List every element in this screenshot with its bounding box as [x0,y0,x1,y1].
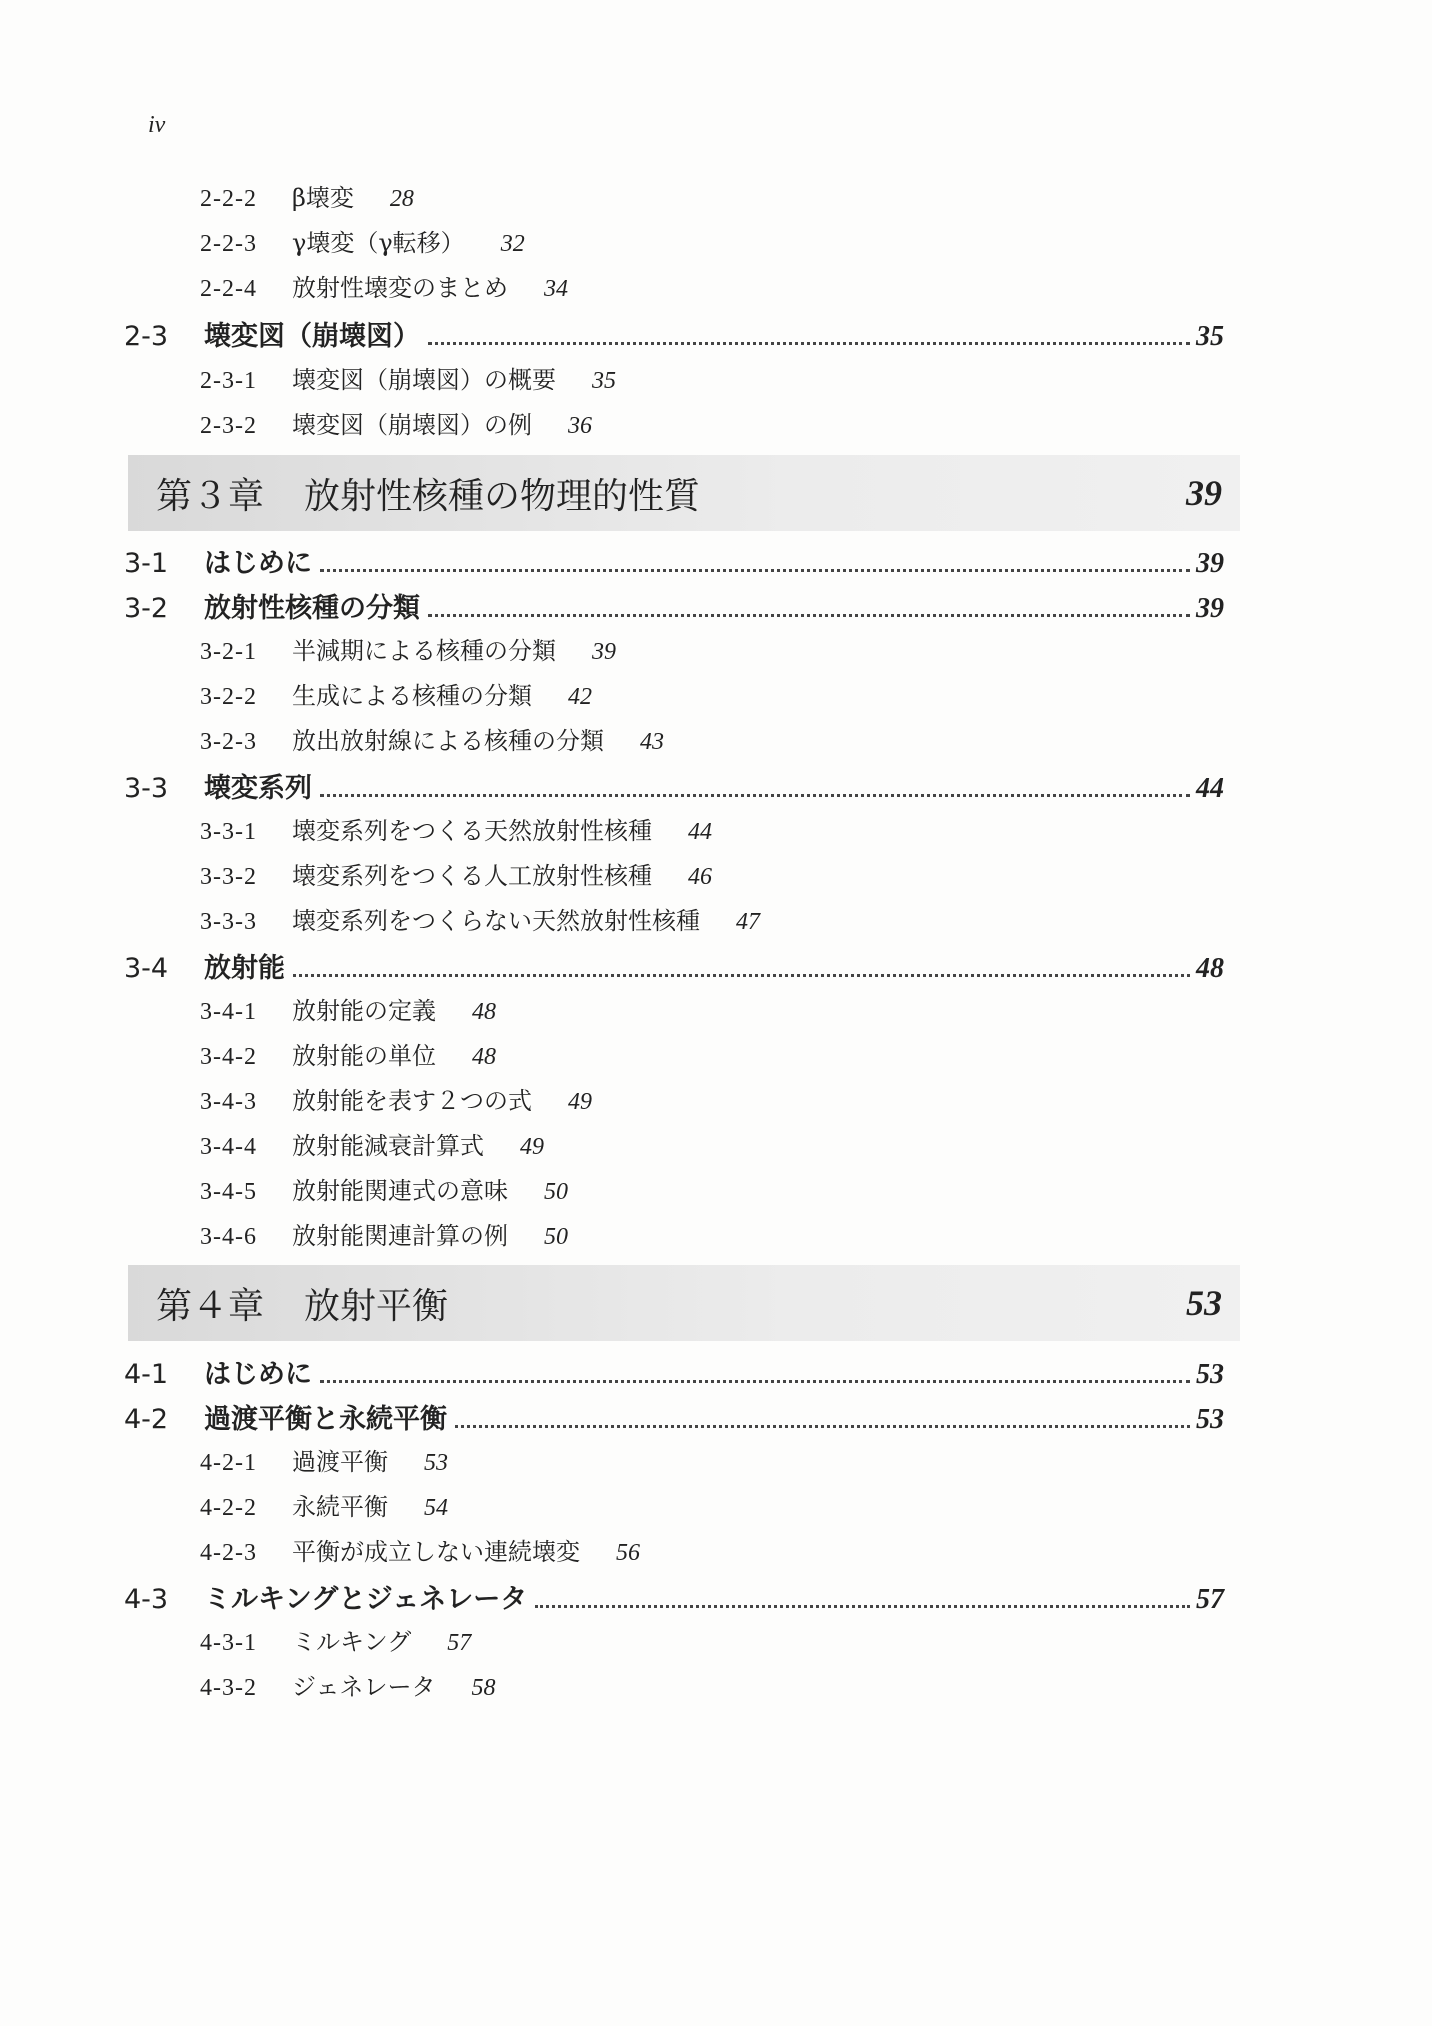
entry-page: 54 [424,1495,448,1521]
entry-title: ミルキングとジェネレータ [204,1584,528,1615]
entry-title: 壊変系列をつくる人工放射性核種 [292,862,652,890]
entry-number: 3-3-1 [200,819,257,845]
entry-title: 放射能関連式の意味 [292,1177,508,1205]
entry-title: 放射能減衰計算式 [292,1132,484,1160]
entry-number: 3-4 [124,953,169,984]
entry-title: 壊変図（崩壊図）の概要 [292,366,556,394]
entry-number: 2-3 [124,321,169,352]
entry-number: 4-1 [124,1359,169,1390]
entry-number: 4-2-3 [200,1540,257,1566]
entry-page: 39 [1196,593,1224,624]
entry-page: 58 [471,1675,496,1701]
entry-title: はじめに [204,548,312,579]
section-entry [124,541,1224,580]
entry-number: 2-3-1 [200,368,257,394]
entry-number: 4-2-2 [200,1495,257,1521]
entry-page: 48 [472,1044,496,1070]
entry-title: 放射能の定義 [292,997,436,1025]
entry-number: 3-2-3 [200,729,257,755]
subsection-entry [200,1216,568,1251]
chapter-heading [128,1265,1240,1341]
entry-page: 34 [544,276,568,302]
entry-page: 39 [1196,548,1224,579]
section-entry [124,1352,1224,1391]
entry-number: 3-2-2 [200,684,257,710]
entry-title: 放出放射線による核種の分類 [292,727,604,755]
entry-number: 4-2-1 [200,1450,257,1476]
subsection-entry [200,178,414,213]
entry-title: 放射能関連計算の例 [292,1222,508,1250]
entry-page: 32 [500,231,525,257]
entry-page: 35 [592,368,616,394]
entry-title: 過渡平衡と永続平衡 [204,1404,447,1435]
entry-title: はじめに [204,1359,312,1390]
entry-number: 3-4-5 [200,1179,257,1205]
entry-page: 35 [1196,321,1224,352]
subsection-entry [200,360,616,395]
entry-title: 平衡が成立しない連続壊変 [292,1538,580,1566]
entry-number: 3-4-3 [200,1089,257,1115]
entry-number: 3-2 [124,593,169,624]
entry-number: 3-4-4 [200,1134,257,1160]
entry-title: 壊変系列をつくる天然放射性核種 [292,817,652,845]
chapter-title: 放射平衡 [304,1285,449,1327]
entry-title: 生成による核種の分類 [292,682,532,710]
subsection-entry [200,405,592,440]
entry-title: 壊変図（崩壊図）の例 [292,411,532,439]
entry-page: 57 [1196,1584,1224,1615]
entry-number: 4-2 [124,1404,169,1435]
entry-title: 壊変系列をつくらない天然放射性核種 [292,907,700,935]
entry-title: 放射能 [204,953,285,984]
entry-page: 49 [568,1089,592,1115]
entry-number: 4-3-1 [200,1630,257,1656]
entry-number: 3-4-6 [200,1224,257,1250]
entry-page: 56 [616,1540,640,1566]
subsection-entry [200,676,592,711]
dot-leader [428,613,1190,617]
entry-page: 53 [1196,1359,1224,1390]
entry-page: 53 [424,1450,448,1476]
dot-leader [320,1379,1190,1383]
entry-page: 50 [544,1179,568,1205]
entry-page: 50 [544,1224,568,1250]
entry-title: β壊変 [292,184,354,212]
entry-page: 42 [568,684,592,710]
section-entry [124,946,1224,985]
entry-number: 3-4-1 [200,999,257,1025]
entry-page: 28 [389,186,414,212]
entry-title: 放射能の単位 [292,1042,436,1070]
page-number: iv [148,112,166,138]
entry-number: 2-2-2 [200,186,257,212]
subsection-entry [200,856,712,891]
subsection-entry [200,1171,568,1206]
subsection-entry [200,631,616,666]
dot-leader [320,568,1190,572]
entry-number: 3-3 [124,773,169,804]
dot-leader [455,1424,1190,1428]
entry-page: 39 [592,639,616,665]
entry-title: 放射能を表す２つの式 [292,1087,532,1115]
entry-number: 3-4-2 [200,1044,257,1070]
entry-number: 3-2-1 [200,639,257,665]
entry-number: 3-3-2 [200,864,257,890]
chapter-heading [128,455,1240,531]
entry-title: ミルキング [292,1628,412,1656]
entry-title: 過渡平衡 [292,1448,388,1476]
entry-number: 3-1 [124,548,169,579]
dot-leader [293,973,1190,977]
section-entry [124,1577,1224,1616]
entry-title: 壊変図（崩壊図） [204,321,420,352]
entry-page: 53 [1196,1404,1224,1435]
entry-page: 47 [736,909,760,935]
subsection-entry [200,1487,448,1522]
entry-title: 放射性壊変のまとめ [292,274,508,302]
dot-leader [320,793,1190,797]
chapter-label: 第３章 [156,475,265,517]
subsection-entry [200,1126,544,1161]
subsection-entry [200,991,496,1026]
entry-number: 4-3 [124,1584,169,1615]
entry-number: 2-2-4 [200,276,257,302]
chapter-label: 第４章 [156,1285,265,1327]
dot-leader [428,341,1190,345]
entry-title: 壊変系列 [204,773,312,804]
entry-page: 44 [1196,773,1224,804]
subsection-entry [200,901,760,936]
entry-number: 4-3-2 [200,1675,257,1701]
entry-page: 49 [520,1134,544,1160]
subsection-entry [200,1036,496,1071]
chapter-page: 39 [1186,473,1222,513]
subsection-entry [200,268,568,303]
subsection-entry [200,1667,496,1702]
section-entry [124,766,1224,805]
section-entry [124,1397,1224,1436]
section-entry [124,586,1224,625]
subsection-entry [200,811,712,846]
entry-number: 3-3-3 [200,909,257,935]
section-entry [124,314,1224,353]
subsection-entry [200,1622,471,1657]
entry-number: 2-3-2 [200,413,257,439]
chapter-page: 53 [1186,1283,1222,1323]
entry-title: γ壊変（γ転移） [292,229,465,257]
subsection-entry [200,1081,592,1116]
entry-title: 永続平衡 [292,1493,388,1521]
entry-page: 46 [688,864,712,890]
entry-page: 48 [1196,953,1224,984]
subsection-entry [200,1442,448,1477]
entry-page: 44 [688,819,712,845]
entry-title: ジェネレータ [292,1673,436,1701]
subsection-entry [200,721,664,756]
dot-leader [535,1604,1190,1608]
entry-page: 48 [472,999,496,1025]
entry-page: 36 [568,413,592,439]
chapter-title: 放射性核種の物理的性質 [304,475,701,517]
subsection-entry [200,223,525,258]
entry-title: 放射性核種の分類 [204,593,420,624]
subsection-entry [200,1532,640,1567]
entry-number: 2-2-3 [200,231,257,257]
entry-page: 57 [447,1630,472,1656]
entry-page: 43 [640,729,664,755]
entry-title: 半減期による核種の分類 [292,637,556,665]
